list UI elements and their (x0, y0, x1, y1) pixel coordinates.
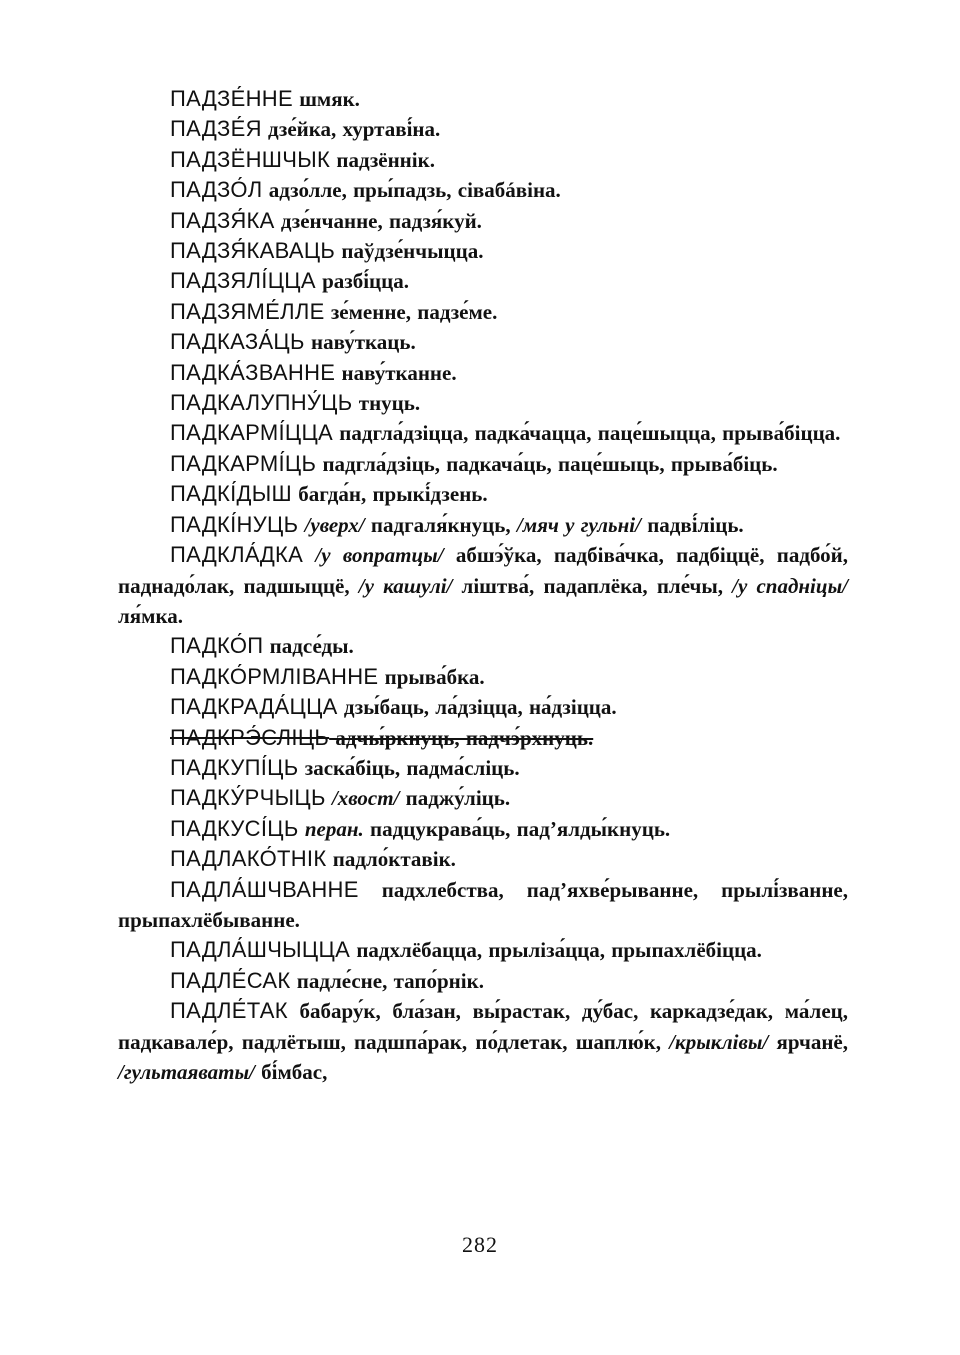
definition: падло́ктавік. (326, 847, 456, 872)
dictionary-entry (118, 753, 848, 783)
headword: ПАДЗЯ́КАВАЦЬ (170, 238, 336, 264)
definition: падсе́ды. (263, 634, 354, 659)
headword: ПАДКО́РМЛІВАННЕ (170, 663, 379, 689)
headword: ПАДЛА́ШЧВАННЕ (170, 876, 359, 902)
definition: багда́н, прыкі́дзень. (291, 482, 488, 507)
definition: падгла́дзіць, падкача́ць, паце́шыць, прыва́біць. (316, 451, 778, 476)
dictionary-entry (118, 783, 848, 813)
definition: бабару́к, бла́зан, вы́растак, ду́бас, каркадзе́дак, ма́лец, падкавале́р, падлётыш, падшпа́рак, по́длетак, шаплю́к, (118, 999, 848, 1054)
usage-note: /хвост/ (331, 786, 400, 811)
dictionary-entry (118, 358, 848, 388)
headword: ПАДКАЗА́ЦЬ (170, 329, 305, 355)
headword: ПАДЗЯЛІ́ЦЦА (170, 268, 316, 294)
definition: наву́ткаць. (304, 330, 416, 355)
headword: ПАДЗО́Л (170, 177, 263, 203)
definition: падгла́дзіцца, падка́чацца, паце́шыцца, прыва́біцца. (333, 421, 841, 446)
definition: падзённік. (330, 147, 435, 172)
headword: ПАДКО́П (170, 633, 264, 659)
usage-note: /гультаяваты/ (118, 1060, 255, 1084)
definition: дзе́йка, хуртаві́на. (261, 117, 441, 142)
definition: падхлёбацца, прыліза́цца, прыпахлёбіцца. (350, 938, 762, 963)
definition: паўдзе́нчыцца. (335, 239, 484, 264)
headword: ПАДКУ́РЧЫЦЬ (170, 785, 326, 811)
definition: падві́ліць. (640, 512, 744, 537)
dictionary-entry (118, 479, 848, 509)
definition: абшэ́ўка, падбіва́чка, падбіццё, падбо́й, паднадо́лак, падшыццё, (118, 543, 849, 598)
usage-note: /уверх/ (304, 512, 365, 537)
page-number: 282 (462, 1232, 498, 1257)
dictionary-entries (118, 84, 848, 1087)
definition: разбі́цца. (315, 269, 409, 294)
headword: ПАДКРАДА́ЦЦА (170, 694, 338, 720)
dictionary-entry (118, 388, 848, 418)
definition: паджу́ліць. (399, 786, 511, 811)
definition: бі́мбас, (254, 1060, 328, 1084)
dictionary-entry (118, 844, 848, 874)
definition: падгаля́кнуць, (364, 512, 517, 537)
definition: зе́менне, падзе́ме. (324, 299, 498, 324)
headword: ПАДКАРМІ́ЦЦА (170, 420, 333, 446)
dictionary-entry (118, 662, 848, 692)
headword: ПАДКУПІ́ЦЬ (170, 754, 299, 780)
dictionary-entry (118, 114, 848, 144)
definition: дзе́нчанне, падзя́куй. (274, 208, 482, 233)
dictionary-entry (118, 723, 848, 753)
headword: ПАДЗЯ́КА (170, 207, 275, 233)
headword: ПАДЗЕ́Я (170, 116, 262, 142)
dictionary-entry (118, 327, 848, 357)
headword: ПАДКІ́НУЦЬ (170, 511, 299, 537)
dictionary-entry (118, 996, 848, 1087)
dictionary-entry (118, 935, 848, 965)
headword: ПАДКА́ЗВАННЕ (170, 359, 336, 385)
definition: ярчанё, (768, 1029, 849, 1054)
dictionary-entry (118, 966, 848, 996)
definition: падле́сне, тапо́рнік. (290, 968, 484, 993)
dictionary-entry (118, 814, 848, 844)
headword: ПАДЗЯМЕ́ЛЛЕ (170, 298, 325, 324)
dictionary-entry (118, 692, 848, 722)
dictionary-entry (118, 175, 848, 205)
dictionary-entry (118, 84, 848, 114)
dictionary-entry (118, 145, 848, 175)
definition: адзо́лле, пры́падзь, сівабáвіна. (262, 178, 561, 203)
dictionary-entry (118, 418, 848, 448)
headword: ПАДКРЭ́СЛІЦЬ (170, 724, 330, 750)
definition (303, 543, 315, 567)
definition: шмяк. (292, 87, 360, 111)
dictionary-entry (118, 875, 848, 936)
definition: прыва́бка. (378, 664, 485, 689)
dictionary-entry (118, 540, 848, 631)
headword: ПАДКАРМІ́ЦЬ (170, 450, 317, 476)
headword: ПАДЛАКО́ТНІК (170, 846, 327, 872)
definition: падхлебства, пад’яхве́рыванне, прылі́званне, прыпахлёбыванне. (118, 877, 848, 932)
headword: ПАДКІ́ДЫШ (170, 481, 292, 507)
headword: ПАДЗЕ́ННЕ (170, 86, 293, 111)
headword: ПАДЛА́ШЧЫЦЦА (170, 937, 351, 963)
headword: ПАДЛЕ́САК (170, 967, 291, 993)
dictionary-entry (118, 236, 848, 266)
headword: ПАДКЛА́ДКА (170, 542, 304, 568)
headword: ПАДЛЕ́ТАК (170, 998, 288, 1024)
definition: ля́мка. (118, 603, 183, 628)
usage-note: /у кашулі/ (358, 573, 453, 598)
headword: ПАДКАЛУПНУ́ЦЬ (170, 390, 353, 416)
definition: дзы́баць, ла́дзіцца, на́дзіцца. (337, 695, 617, 720)
dictionary-entry (118, 297, 848, 327)
definition: ліштва́, падаплёка, пле́чы, (452, 573, 733, 598)
usage-note: /мяч у гульні/ (516, 512, 641, 537)
headword: ПАДЗЁНШЧЫК (170, 146, 331, 172)
usage-note: /крыклівы/ (669, 1029, 769, 1054)
definition: тнуць. (352, 391, 421, 416)
definition: наву́тканне. (335, 360, 457, 385)
usage-note: перан. (304, 816, 364, 841)
usage-note: /у спадніцы/ (732, 573, 848, 598)
dictionary-entry (118, 510, 848, 540)
dictionary-entry (118, 266, 848, 296)
definition: адчы́ркнуць, падчэ́рхнуць. (329, 725, 594, 750)
definition: падцукрава́ць, пад’ялды́кнуць. (363, 816, 671, 841)
usage-note: /у вопратцы/ (315, 543, 444, 568)
dictionary-entry (118, 206, 848, 236)
dictionary-entry (118, 449, 848, 479)
headword: ПАДКУСІ́ЦЬ (170, 815, 299, 841)
definition: заска́біць, падма́сліць. (298, 755, 520, 780)
dictionary-entry (118, 631, 848, 661)
